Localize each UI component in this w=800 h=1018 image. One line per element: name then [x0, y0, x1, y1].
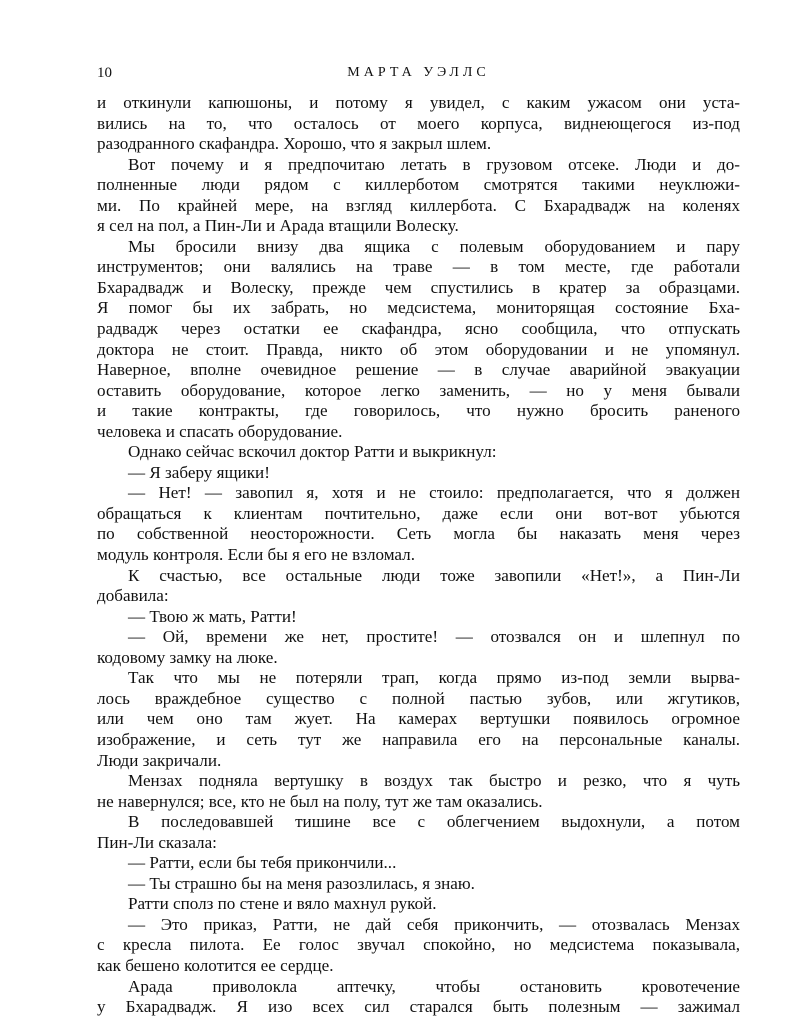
text-line: доктора не стоит. Правда, никто об этом оборудовании и не упомянул. — [97, 339, 740, 359]
text-line: обращаться к клиентам почтительно, даже если они вот-вот убьются — [97, 503, 740, 523]
text-line: человека и спасать оборудование. — [97, 421, 343, 441]
text-line: Пин-Ли сказала: — [97, 832, 217, 852]
text-line: Арада приволокла аптечку, чтобы остановить кровотечение — [128, 976, 740, 996]
text-line: и откинули капюшоны, и потому я увидел, с каким ужасом они уста- — [97, 93, 740, 112]
text-line: вились на то, что осталось от моего корпуса, виднеющегося из-под — [97, 113, 740, 133]
text-line: модуль контроля. Если бы я его не взломал. — [97, 545, 415, 565]
text-line: добавила: — [97, 586, 169, 606]
text-line: Наверное, вполне очевидное решение — в случае аварийной эвакуации — [97, 360, 740, 380]
text-line: полненные люди рядом с киллерботом смотрятся такими неуклюжи- — [97, 175, 740, 195]
text-line: лось враждебное существо с полной пастью зубов, или жгутиков, — [97, 688, 740, 708]
text-line: — Нет! — завопил я, хотя и не стоило: предполагается, что я должен — [128, 483, 740, 503]
text-line: — Ратти, если бы тебя прикончили... — [128, 853, 397, 873]
page-number: 10 — [97, 65, 112, 81]
text-line: — Твою ж мать, Ратти! — [128, 606, 297, 626]
text-line: и такие контракты, где говорилось, что нужно бросить раненого — [97, 401, 740, 421]
text-line: или чем оно там жует. На камерах вертушки появилось огромное — [97, 709, 740, 729]
text-line: как бешено колотится ее сердце. — [97, 955, 334, 975]
text-line: — Я заберу ящики! — [128, 462, 270, 482]
text-line: Люди закричали. — [97, 750, 222, 770]
text-line: Ратти сполз по стене и вяло махнул рукой. — [128, 894, 437, 914]
text-line: — Ты страшно бы на меня разозлилась, я знаю. — [128, 873, 475, 893]
text-body — [97, 93, 740, 1018]
text-line: Мы бросили внизу два ящика с полевым оборудованием и пару — [128, 236, 740, 256]
text-line: Бхарадвадж и Волеску, прежде чем спустились в кратер за образцами. — [97, 277, 740, 297]
text-line: ми. По крайней мере, на взгляд киллербота. С Бхарадвадж на коленях — [97, 195, 740, 215]
text-line: разодранного скафандра. Хорошо, что я закрыл шлем. — [97, 134, 492, 154]
text-line: Однако сейчас вскочил доктор Ратти и выкрикнул: — [128, 442, 497, 462]
text-line: Так что мы не потеряли трап, когда прямо из-под земли вырва- — [128, 668, 740, 688]
text-line: инструментов; они валялись на траве — в том месте, где работали — [97, 257, 740, 277]
text-line: оставить оборудование, которое легко заменить, — но у меня бывали — [97, 380, 740, 400]
text-line: я сел на пол, а Пин-Ли и Арада втащили Волеску. — [97, 216, 459, 236]
running-head — [97, 62, 740, 84]
text-line: у Бхарадвадж. Я изо всех сил старался быть полезным — зажимал — [97, 997, 740, 1017]
text-line: В последовавшей тишине все с облегчением выдохнули, а потом — [128, 812, 740, 832]
text-line: Я помог бы их забрать, но медсистема, мониторящая состояние Бха- — [97, 298, 740, 318]
text-line: изображение, и сеть тут же направила его на персональные каналы. — [97, 729, 740, 749]
text-line: К счастью, все остальные люди тоже завопили «Нет!», а Пин-Ли — [128, 565, 740, 585]
text-line: радвадж через остатки ее скафандра, ясно сообщила, что отпускать — [97, 319, 740, 339]
running-title: МАРТА УЭЛЛС — [347, 65, 490, 80]
text-line: Вот почему и я предпочитаю летать в грузовом отсеке. Люди и до- — [128, 154, 740, 174]
text-line: Мензах подняла вертушку в воздух так быстро и резко, что я чуть — [128, 771, 740, 791]
text-line: — Это приказ, Ратти, не дай себя прикончить, — отозвалась Мензах — [128, 914, 740, 934]
text-line: по собственной неосторожности. Сеть могла бы наказать меня через — [97, 524, 740, 544]
text-line: кодовому замку на люке. — [97, 647, 278, 667]
text-line: — Ой, времени же нет, простите! — отозвался он и шлепнул по — [128, 627, 740, 647]
text-line: с кресла пилота. Ее голос звучал спокойно, но медсистема показывала, — [97, 935, 740, 955]
text-line: не навернулся; все, кто не был на полу, тут же там оказались. — [97, 791, 543, 811]
